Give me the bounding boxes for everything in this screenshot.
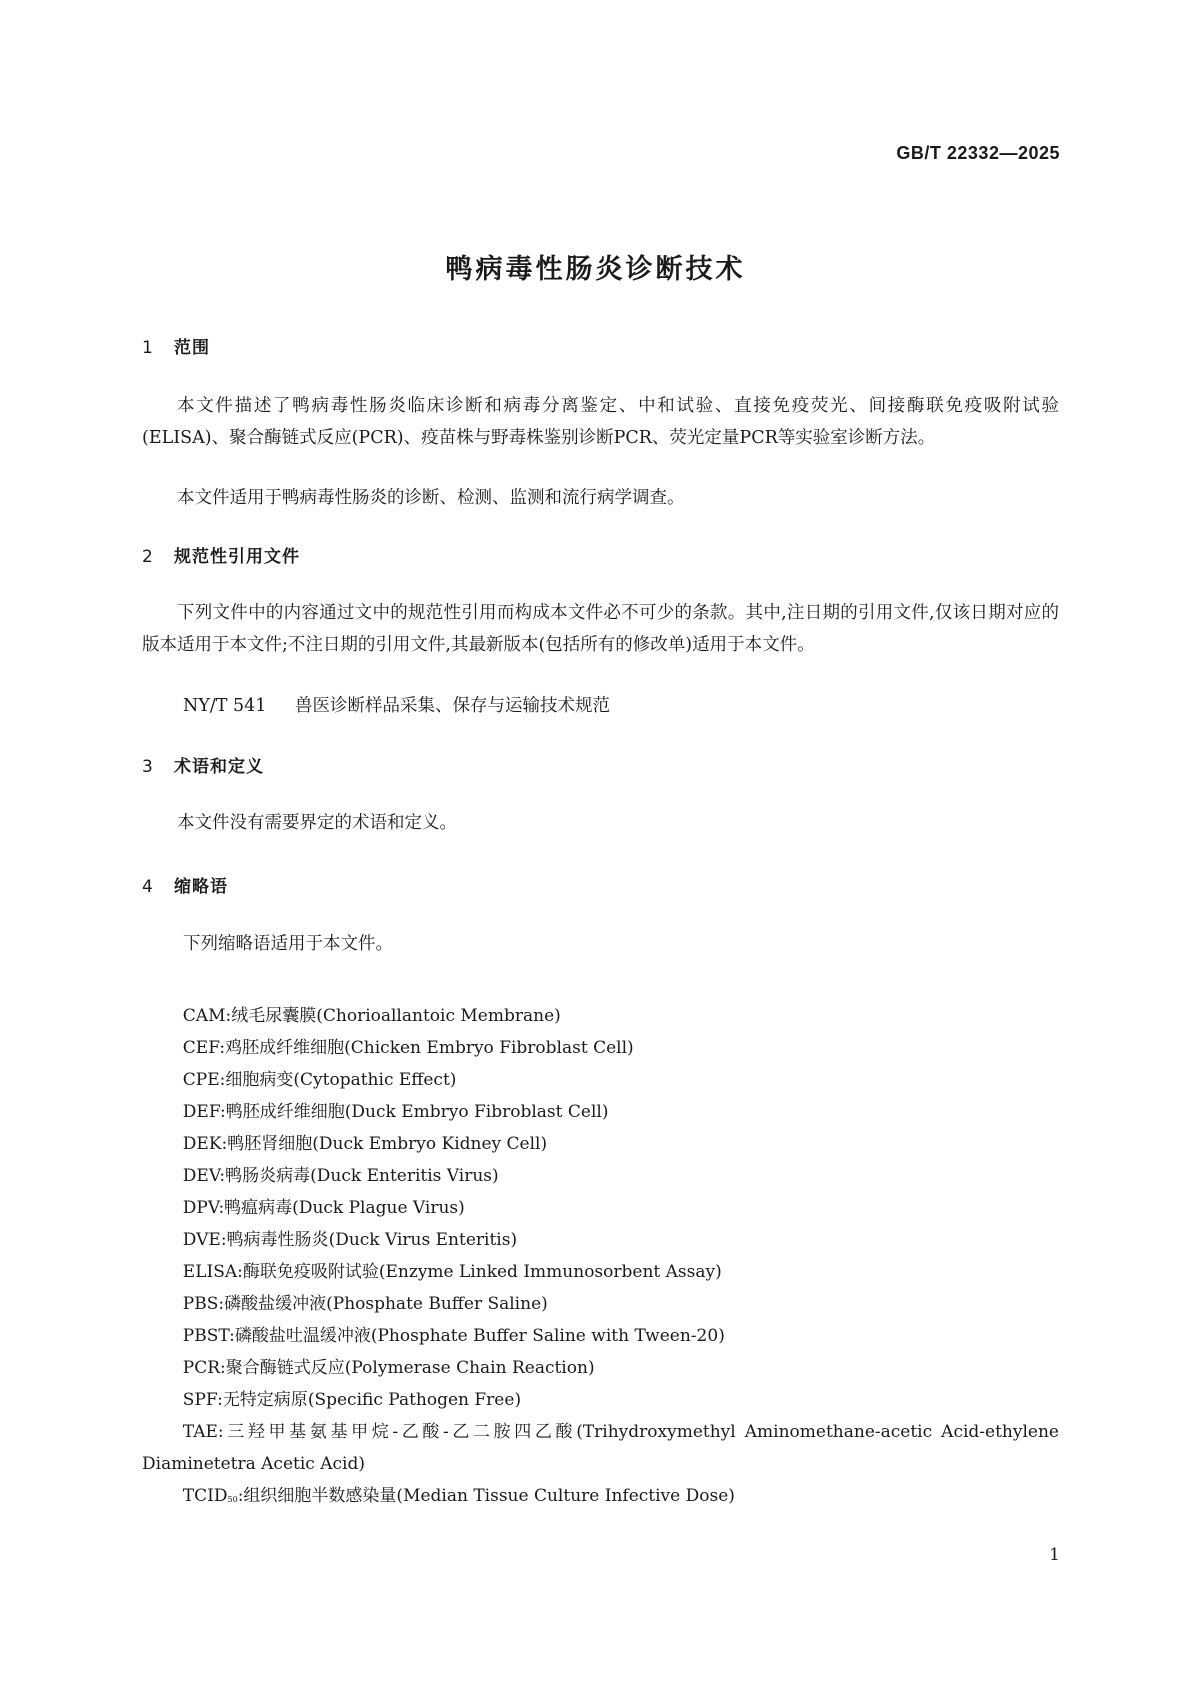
abbreviation-term: ELISA [182, 1262, 238, 1282]
abbreviation-english: Median Tissue Culture Infective Dose [403, 1486, 729, 1506]
abbreviation-english: Specific Pathogen Free [314, 1390, 515, 1410]
abbreviation-item: DPV:鸭瘟病毒(Duck Plague Virus) [182, 1198, 465, 1218]
section-heading [142, 872, 228, 897]
abbreviation-subscript: 50 [227, 1495, 238, 1504]
abbreviation-chinese: 鸭瘟病毒 [224, 1198, 293, 1218]
abbreviation-chinese: 鸭胚肾细胞 [227, 1134, 313, 1154]
section-heading [142, 333, 210, 358]
abbreviation-english: Duck Virus Enteritis [335, 1230, 511, 1250]
abbreviation-chinese: 三羟甲基氨基甲烷-乙酸-乙二胺四乙酸 [223, 1422, 577, 1442]
reference-code: NY/T 541 [183, 696, 267, 716]
section-heading [142, 542, 300, 567]
abbreviation-item: SPF:无特定病原(Specific Pathogen Free) [182, 1390, 522, 1410]
abbreviation-english: Phosphate Buffer Saline with Tween-20 [377, 1326, 719, 1346]
paragraph: 本文件描述了鸭病毒性肠炎临床诊断和病毒分离鉴定、中和试验、直接免疫荧光、间接酶联免疫吸附试验(ELISA)、聚合酶链式反应(PCR)、疫苗株与野毒株鉴别诊断PCR、荧光定量PCR等实验室诊断方法。 [142, 396, 1059, 448]
abbreviation-term: SPF [182, 1390, 218, 1410]
abbreviation-item: DEV:鸭肠炎病毒(Duck Enteritis Virus) [182, 1166, 499, 1186]
abbreviation-chinese: 鸭肠炎病毒 [225, 1166, 311, 1186]
abbreviation-item: PBST:磷酸盐吐温缓冲液(Phosphate Buffer Saline with Tween-20) [182, 1326, 725, 1346]
reference-title: 兽医诊断样品采集、保存与运输技术规范 [295, 696, 610, 716]
abbreviation-chinese: 绒毛尿囊膜 [231, 1006, 317, 1026]
abbreviation-chinese: 鸭胚成纤维细胞 [225, 1102, 345, 1122]
abbreviation-term: PBST [182, 1326, 230, 1346]
abbreviation-term: CPE [182, 1070, 220, 1090]
abbreviation-term: PCR [182, 1358, 221, 1378]
reference-item [183, 692, 610, 717]
abbreviation-chinese: 磷酸盐缓冲液 [224, 1294, 327, 1314]
abbreviation-term: PBS [182, 1294, 219, 1314]
abbreviation-intro: 下列缩略语适用于本文件。 [183, 934, 393, 954]
abbreviation-chinese: 无特定病原 [222, 1390, 308, 1410]
section-number: 4 [142, 877, 154, 897]
standard-code: GB/T 22332—2025 [896, 143, 1060, 163]
abbreviation-item: $TCID_{50}$:组织细胞半数感染量(Median Tissue Culture Infective Dose) [182, 1486, 735, 1506]
section-title: 范围 [174, 338, 210, 358]
section-number: 1 [142, 338, 154, 358]
abbreviation-english: Enzyme Linked Immunosorbent Assay [385, 1262, 716, 1282]
abbreviation-list [142, 1000, 1059, 1516]
abbreviation-item: CAM:绒毛尿囊膜(Chorioallantoic Membrane) [182, 1006, 561, 1026]
abbreviation-item: DVE:鸭病毒性肠炎(Duck Virus Enteritis) [182, 1230, 518, 1250]
paragraph: 下列文件中的内容通过文中的规范性引用而构成本文件必不可少的条款。其中,注日期的引用文件,仅该日期对应的版本适用于本文件;不注日期的引用文件,其最新版本(包括所有的修改单)适用于本文件。 [142, 603, 1059, 655]
paragraph: 本文件没有需要界定的术语和定义。 [177, 813, 457, 833]
paragraph: 本文件适用于鸭病毒性肠炎的诊断、检测、监测和流行病学调查。 [177, 488, 685, 508]
section-number: 3 [142, 757, 154, 777]
abbreviation-term: CEF [182, 1038, 220, 1058]
abbreviation-item: DEK:鸭胚肾细胞(Duck Embryo Kidney Cell) [182, 1134, 548, 1154]
section-title: 缩略语 [174, 877, 228, 897]
abbreviation-english: Phosphate Buffer Saline [332, 1294, 542, 1314]
abbreviation-term: DVE [182, 1230, 221, 1250]
abbreviation-item: CEF:鸡胚成纤维细胞(Chicken Embryo Fibroblast Cell) [182, 1038, 634, 1058]
abbreviation-term: DEF [182, 1102, 221, 1122]
abbreviation-english: Cytopathic Effect [300, 1070, 450, 1090]
abbreviation-english: Chorioallantoic Membrane [322, 1006, 555, 1026]
abbreviation-english: Duck Embryo Kidney Cell [318, 1134, 541, 1154]
abbreviation-term: DEK [182, 1134, 222, 1154]
abbreviation-english: Chicken Embryo Fibroblast Cell [350, 1038, 628, 1058]
section-title: 规范性引用文件 [174, 547, 300, 567]
abbreviation-chinese: 组织细胞半数感染量 [243, 1486, 397, 1506]
abbreviation-chinese: 磷酸盐吐温缓冲液 [234, 1326, 371, 1346]
section-title: 术语和定义 [174, 757, 264, 777]
abbreviation-item: DEF:鸭胚成纤维细胞(Duck Embryo Fibroblast Cell) [182, 1102, 609, 1122]
abbreviation-chinese: 细胞病变 [225, 1070, 294, 1090]
abbreviation-item: ELISA:酶联免疫吸附试验(Enzyme Linked Immunosorbent Assay) [182, 1262, 722, 1282]
abbreviation-chinese: 鸭病毒性肠炎 [226, 1230, 329, 1250]
abbreviation-english: Duck Embryo Fibroblast Cell [351, 1102, 602, 1122]
abbreviation-term: TAE [182, 1422, 218, 1442]
abbreviation-item: PBS:磷酸盐缓冲液(Phosphate Buffer Saline) [182, 1294, 548, 1314]
page-number: 1 [1049, 1545, 1060, 1565]
abbreviation-english: Trihydroxymethyl Aminomethane-acetic Acid-ethylene Diaminetetra Acetic Acid [142, 1422, 1059, 1474]
abbreviation-item: TAE:三羟甲基氨基甲烷-乙酸-乙二胺四乙酸(Trihydroxymethyl Aminomethane-acetic Acid-ethylene Diaminetetra Acetic Acid) [142, 1422, 1059, 1474]
abbreviation-english: Duck Enteritis Virus [316, 1166, 493, 1186]
abbreviation-term: DPV [182, 1198, 219, 1218]
document-title: 鸭病毒性肠炎诊断技术 [445, 254, 746, 285]
abbreviation-item: CPE:细胞病变(Cytopathic Effect) [182, 1070, 457, 1090]
abbreviation-chinese: 鸡胚成纤维细胞 [225, 1038, 345, 1058]
abbreviation-term: CAM [182, 1006, 226, 1026]
abbreviation-chinese: 酶联免疫吸附试验 [242, 1262, 379, 1282]
abbreviation-chinese: 聚合酶链式反应 [225, 1358, 345, 1378]
abbreviation-english: Polymerase Chain Reaction [351, 1358, 588, 1378]
section-number: 2 [142, 547, 154, 567]
abbreviation-item: PCR:聚合酶链式反应(Polymerase Chain Reaction) [182, 1358, 595, 1378]
abbreviation-term: TCID [182, 1486, 228, 1506]
abbreviation-term: DEV [182, 1166, 220, 1186]
abbreviation-english: Duck Plague Virus [298, 1198, 459, 1218]
section-heading [142, 752, 264, 777]
